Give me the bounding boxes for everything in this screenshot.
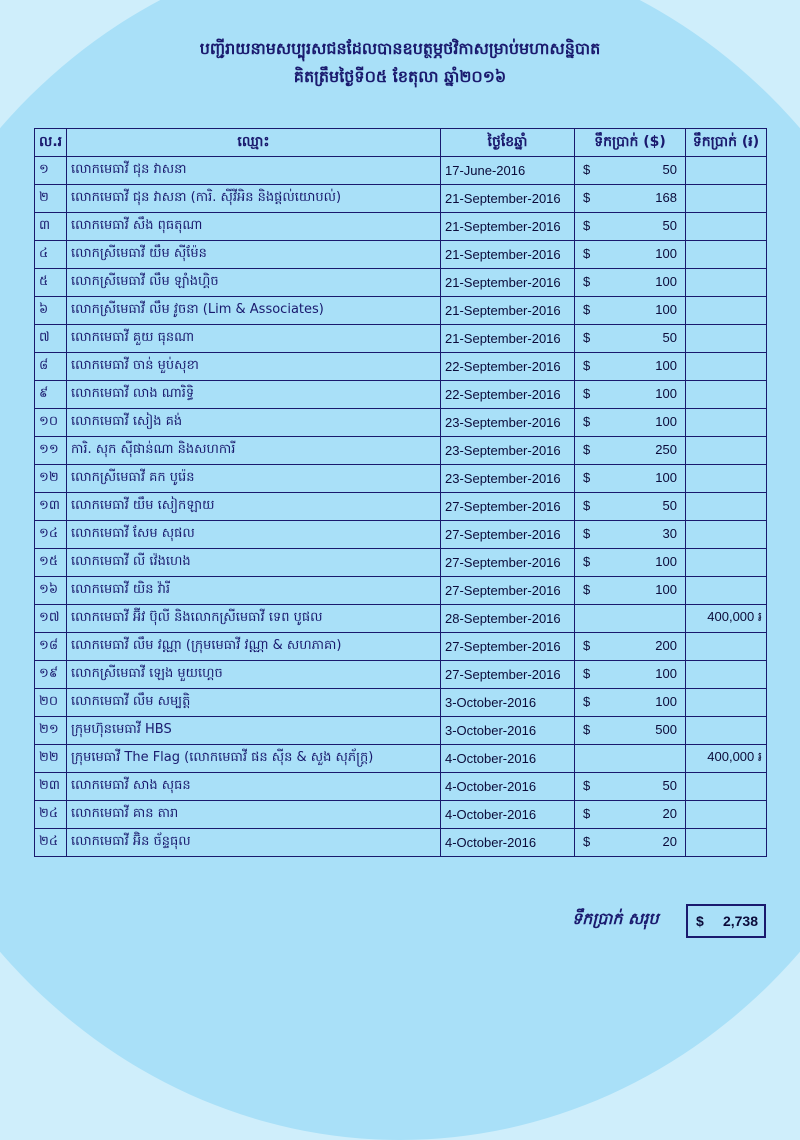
amount-usd-cell [575, 297, 686, 325]
donation-date: 4-October-2016 [441, 773, 575, 801]
row-number: ១២ [35, 465, 67, 493]
amount-usd-value: 100 [655, 358, 677, 373]
donor-table [34, 128, 767, 857]
amount-usd-cell [575, 213, 686, 241]
amount-usd-value: 168 [655, 190, 677, 205]
currency-symbol: $ [583, 162, 591, 177]
amount-usd-value: 100 [655, 666, 677, 681]
amount-khr-cell [686, 773, 767, 801]
row-number: ៩ [35, 381, 67, 409]
donor-name: លោកមេធាវី ជុន វាសនា [67, 157, 441, 185]
donor-name: លោកមេធាវី សាង សុធន [67, 773, 441, 801]
amount-khr-cell [686, 829, 767, 857]
donation-date: 27-September-2016 [441, 521, 575, 549]
amount-khr-cell [686, 269, 767, 297]
amount-usd-value: 20 [662, 834, 677, 849]
table-row [35, 157, 767, 185]
table-row [35, 689, 767, 717]
amount-khr-cell [686, 801, 767, 829]
amount-khr-cell [686, 689, 767, 717]
amount-usd-value: 100 [655, 414, 677, 429]
currency-symbol: $ [583, 638, 591, 653]
amount-usd-cell [575, 521, 686, 549]
row-number: ៦ [35, 297, 67, 325]
row-number: ១៨ [35, 633, 67, 661]
amount-usd-cell [575, 605, 686, 633]
currency-symbol: $ [583, 414, 591, 429]
row-number: ២៣ [35, 773, 67, 801]
table-row [35, 409, 767, 437]
donation-date: 27-September-2016 [441, 577, 575, 605]
amount-khr-cell [686, 157, 767, 185]
amount-usd-cell [575, 773, 686, 801]
table-row [35, 717, 767, 745]
donation-date: 28-September-2016 [441, 605, 575, 633]
amount-usd-value: 100 [655, 302, 677, 317]
column-header-amount-khr: ទឹកប្រាក់ (៛) [686, 129, 767, 157]
row-number: ១៣ [35, 493, 67, 521]
amount-usd-cell [575, 409, 686, 437]
donor-name: លោកមេធាវី គាន តារា [67, 801, 441, 829]
donation-date: 4-October-2016 [441, 801, 575, 829]
amount-khr-cell [686, 297, 767, 325]
donor-name: លោកមេធាវី អ៊ិន ច័ន្ទធុល [67, 829, 441, 857]
table-row [35, 269, 767, 297]
amount-khr-cell: 400,000 ៛ [686, 745, 767, 773]
currency-symbol: $ [583, 554, 591, 569]
donation-date: 27-September-2016 [441, 493, 575, 521]
table-row [35, 325, 767, 353]
table-row [35, 381, 767, 409]
row-number: ២៤ [35, 801, 67, 829]
donation-date: 22-September-2016 [441, 381, 575, 409]
currency-symbol: $ [583, 190, 591, 205]
row-number: ១៤ [35, 521, 67, 549]
table-row [35, 801, 767, 829]
amount-usd-cell [575, 157, 686, 185]
amount-usd-value: 100 [655, 246, 677, 261]
row-number: ១ [35, 157, 67, 185]
amount-usd-value: 20 [662, 806, 677, 821]
amount-khr-cell [686, 549, 767, 577]
donor-name: លោកមេធាវី យឹម សៀកឡាយ [67, 493, 441, 521]
currency-symbol: $ [583, 694, 591, 709]
table-row [35, 661, 767, 689]
currency-symbol: $ [583, 778, 591, 793]
donor-name: លោកមេធាវី លី វ៉េងហេង [67, 549, 441, 577]
document-subtitle: គិតត្រឹមថ្ងៃទី០៥ ខែតុលា ឆ្នាំ២០១៦ [293, 67, 507, 86]
row-number: ១៦ [35, 577, 67, 605]
amount-khr-cell [686, 465, 767, 493]
column-header-number: ល.រ [35, 129, 67, 157]
donation-date: 27-September-2016 [441, 633, 575, 661]
table-row [35, 829, 767, 857]
amount-usd-cell [575, 241, 686, 269]
amount-khr-cell [686, 577, 767, 605]
amount-usd-value: 50 [662, 330, 677, 345]
row-number: ១៧ [35, 605, 67, 633]
row-number: ១១ [35, 437, 67, 465]
row-number: ៣ [35, 213, 67, 241]
donation-date: 4-October-2016 [441, 829, 575, 857]
amount-usd-value: 50 [662, 162, 677, 177]
amount-usd-value: 100 [655, 274, 677, 289]
amount-usd-cell [575, 549, 686, 577]
donor-name: លោកមេធាវី លាង ណារិទ្ធិ [67, 381, 441, 409]
row-number: ២ [35, 185, 67, 213]
currency-symbol: $ [583, 386, 591, 401]
table-row [35, 241, 767, 269]
donation-date: 23-September-2016 [441, 437, 575, 465]
donor-name: លោកមេធាវី អ៊ីវ ប៊ុលី និងលោកស្រីមេធាវី ទេព បូផល [67, 605, 441, 633]
donor-name: លោកស្រីមេធាវី លឹម ឡាំងហ្គិច [67, 269, 441, 297]
donor-name: ការិ. សុក ស៊ីផាន់ណា និងសហការី [67, 437, 441, 465]
amount-usd-cell [575, 325, 686, 353]
amount-usd-cell [575, 437, 686, 465]
currency-symbol: $ [583, 246, 591, 261]
table-row [35, 185, 767, 213]
total-currency-symbol: $ [696, 913, 704, 929]
table-row [35, 633, 767, 661]
amount-usd-cell [575, 633, 686, 661]
column-header-date: ថ្ងៃខែឆ្នាំ [441, 129, 575, 157]
amount-khr-cell [686, 353, 767, 381]
amount-khr-cell [686, 717, 767, 745]
currency-symbol: $ [583, 358, 591, 373]
amount-usd-cell [575, 185, 686, 213]
amount-usd-cell [575, 493, 686, 521]
donor-name: ក្រុមមេធាវី The Flag (លោកមេធាវី ផន ស៊ីន & សួង សុភ័ក្រ្ត) [67, 745, 441, 773]
amount-usd-value: 250 [655, 442, 677, 457]
currency-symbol: $ [583, 582, 591, 597]
currency-symbol: $ [583, 498, 591, 513]
amount-usd-value: 500 [655, 722, 677, 737]
amount-usd-value: 100 [655, 694, 677, 709]
column-header-amount-usd: ទឹកប្រាក់ ($) [575, 129, 686, 157]
donor-name: លោកស្រីមេធាវី យឹម ស៊ីម៉ែន [67, 241, 441, 269]
donor-name: លោកមេធាវី លឹម សម្បត្តិ [67, 689, 441, 717]
donor-name: លោកស្រីមេធាវី គក បូរ៉េន [67, 465, 441, 493]
amount-khr-cell [686, 381, 767, 409]
amount-usd-cell [575, 465, 686, 493]
table-row [35, 521, 767, 549]
currency-symbol: $ [583, 442, 591, 457]
donor-name: លោកមេធាវី សឹង ពុធតុណា [67, 213, 441, 241]
row-number: ៧ [35, 325, 67, 353]
amount-usd-cell [575, 269, 686, 297]
table-row [35, 353, 767, 381]
donation-date: 17-June-2016 [441, 157, 575, 185]
row-number: ៤ [35, 241, 67, 269]
amount-usd-value: 30 [662, 526, 677, 541]
donation-date: 21-September-2016 [441, 213, 575, 241]
table-row [35, 465, 767, 493]
amount-khr-cell [686, 213, 767, 241]
amount-usd-value: 100 [655, 582, 677, 597]
currency-symbol: $ [583, 834, 591, 849]
donor-name: ក្រុមហ៊ុនមេធាវី HBS [67, 717, 441, 745]
donation-date: 21-September-2016 [441, 325, 575, 353]
amount-khr-cell [686, 493, 767, 521]
total-amount-box [686, 904, 766, 938]
currency-symbol: $ [583, 302, 591, 317]
amount-usd-cell [575, 717, 686, 745]
amount-usd-cell [575, 801, 686, 829]
amount-khr-cell [686, 633, 767, 661]
amount-usd-cell [575, 689, 686, 717]
column-header-name: ឈ្មោះ [67, 129, 441, 157]
currency-symbol: $ [583, 806, 591, 821]
table-body [35, 157, 767, 857]
table-row [35, 493, 767, 521]
donation-date: 21-September-2016 [441, 241, 575, 269]
amount-khr-cell: 400,000 ៛ [686, 605, 767, 633]
donor-name: លោកមេធាវី គួយ ធុនណា [67, 325, 441, 353]
table-row [35, 605, 767, 633]
amount-khr-cell [686, 325, 767, 353]
table-row [35, 745, 767, 773]
donor-name: លោកមេធាវី សែម សុផល [67, 521, 441, 549]
donor-name: លោកស្រីមេធាវី ឡេង មួយហ្គេច [67, 661, 441, 689]
currency-symbol: $ [583, 330, 591, 345]
amount-usd-value: 100 [655, 554, 677, 569]
donation-date: 27-September-2016 [441, 549, 575, 577]
donor-name: លោកមេធាវី ជុន វាសនា (ការិ. ស៊ីវីអិន និងផ្តល់យោបល់) [67, 185, 441, 213]
donation-date: 23-September-2016 [441, 465, 575, 493]
table-row [35, 437, 767, 465]
table-row [35, 773, 767, 801]
amount-usd-cell [575, 661, 686, 689]
amount-khr-cell [686, 185, 767, 213]
table-header-row [35, 129, 767, 157]
row-number: ២០ [35, 689, 67, 717]
amount-khr-cell [686, 661, 767, 689]
total-label: ទឹកប្រាក់ សរុប [572, 909, 659, 928]
amount-usd-cell [575, 745, 686, 773]
table-row [35, 297, 767, 325]
amount-usd-cell [575, 353, 686, 381]
amount-khr-cell [686, 241, 767, 269]
amount-usd-value: 50 [662, 218, 677, 233]
table-row [35, 549, 767, 577]
table-row [35, 213, 767, 241]
row-number: ២១ [35, 717, 67, 745]
donation-date: 21-September-2016 [441, 297, 575, 325]
row-number: ២២ [35, 745, 67, 773]
row-number: ១៥ [35, 549, 67, 577]
row-number: ១០ [35, 409, 67, 437]
donor-name: លោកមេធាវី លឹម វណ្ណា (ក្រុមមេធាវី វណ្ណា & សហភាគា) [67, 633, 441, 661]
donor-name: លោកមេធាវី សៀង គង់ [67, 409, 441, 437]
amount-usd-value: 50 [662, 498, 677, 513]
row-number: ៥ [35, 269, 67, 297]
donation-date: 3-October-2016 [441, 689, 575, 717]
amount-usd-value: 100 [655, 386, 677, 401]
currency-symbol: $ [583, 526, 591, 541]
amount-usd-value: 100 [655, 470, 677, 485]
amount-usd-cell [575, 829, 686, 857]
currency-symbol: $ [583, 666, 591, 681]
amount-khr-cell [686, 521, 767, 549]
total-amount-value: 2,738 [722, 913, 758, 929]
table-row [35, 577, 767, 605]
donation-date: 22-September-2016 [441, 353, 575, 381]
currency-symbol: $ [583, 470, 591, 485]
donor-name: លោកមេធាវី យិន វ៉ារី [67, 577, 441, 605]
currency-symbol: $ [583, 218, 591, 233]
row-number: ២៤ [35, 829, 67, 857]
donor-name: លោកមេធាវី ចាន់ មួប់សុខា [67, 353, 441, 381]
donation-date: 21-September-2016 [441, 269, 575, 297]
row-number: ៨ [35, 353, 67, 381]
donation-date: 3-October-2016 [441, 717, 575, 745]
amount-khr-cell [686, 437, 767, 465]
amount-usd-cell [575, 577, 686, 605]
donor-name: លោកស្រីមេធាវី លឹម វូចនា (Lim & Associates) [67, 297, 441, 325]
donation-date: 27-September-2016 [441, 661, 575, 689]
currency-symbol: $ [583, 274, 591, 289]
donation-date: 4-October-2016 [441, 745, 575, 773]
currency-symbol: $ [583, 722, 591, 737]
amount-usd-cell [575, 381, 686, 409]
amount-usd-value: 200 [655, 638, 677, 653]
amount-khr-cell [686, 409, 767, 437]
amount-usd-value: 50 [662, 778, 677, 793]
donation-date: 21-September-2016 [441, 185, 575, 213]
row-number: ១៩ [35, 661, 67, 689]
donation-date: 23-September-2016 [441, 409, 575, 437]
document-title: បញ្ជីរាយនាមសប្បុរសជនដែលបានឧបត្ថម្ភថវិកាសម្រាប់មហាសន្និបាត [199, 39, 601, 58]
